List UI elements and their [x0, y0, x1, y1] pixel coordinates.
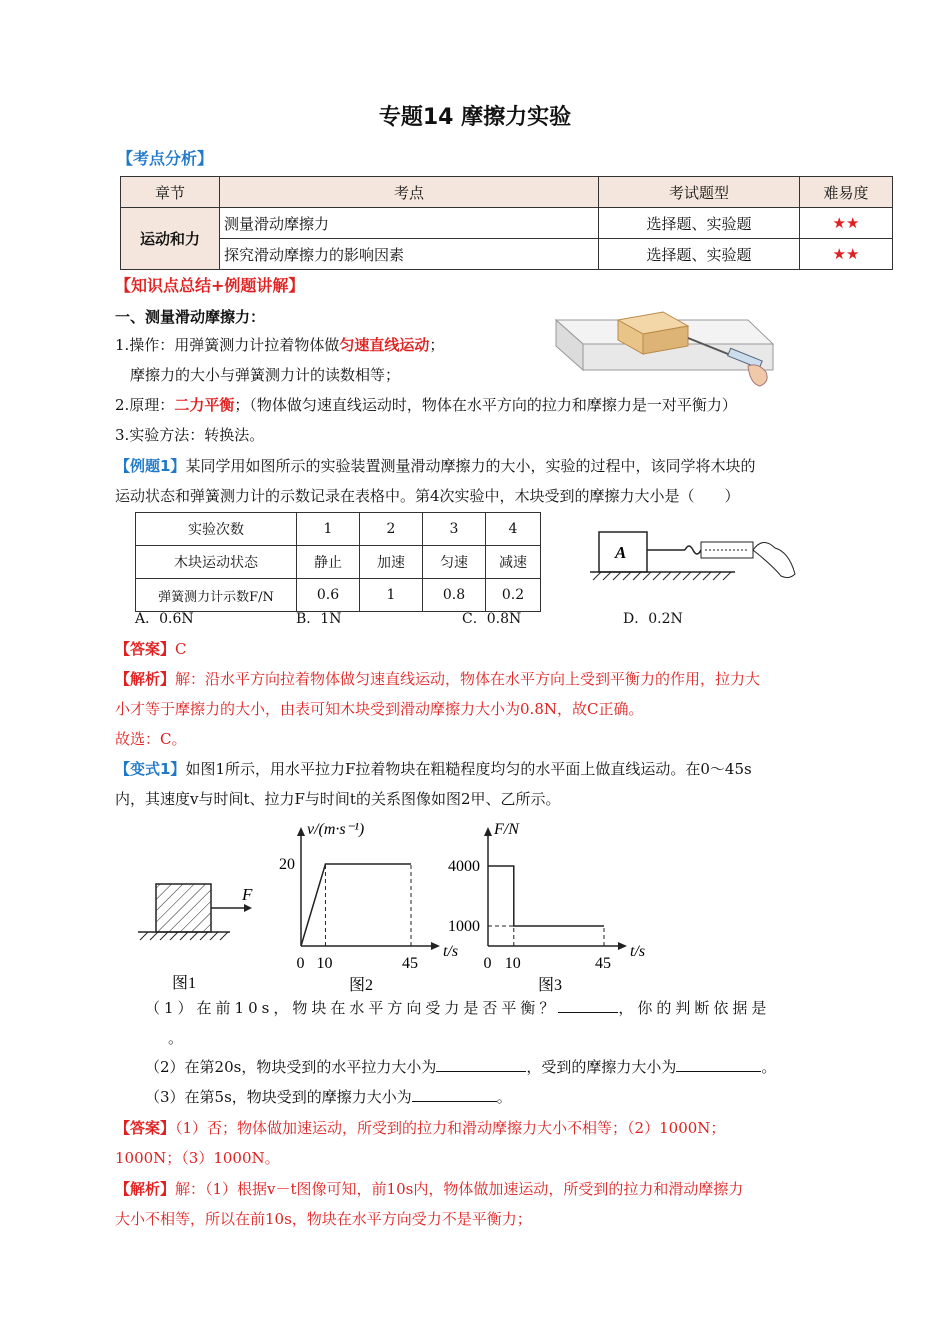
table-cell: 实验次数 — [136, 513, 297, 546]
figure1-label: 图1 — [172, 975, 197, 992]
example1-text: 某同学用如图所示的实验装置测量滑动摩擦力的大小，实验的过程中，该同学将木块的 — [185, 457, 756, 475]
example1-tag: 【例题1】 — [115, 457, 186, 475]
answer-blank[interactable] — [412, 1101, 497, 1102]
answer-blank[interactable] — [676, 1071, 761, 1072]
variant1-tag: 【变式1】 — [115, 760, 186, 778]
y-tick-label: 20 — [279, 856, 295, 873]
x-axis-arrow — [618, 942, 627, 950]
question3 — [145, 1085, 512, 1109]
example1-figure — [585, 520, 810, 590]
table-cell: 木块运动状态 — [136, 546, 297, 579]
example1-line1 — [115, 451, 845, 481]
question2-end: 。 — [761, 1058, 777, 1076]
table-cell: 匀速 — [423, 546, 486, 579]
variant1-answer-line2: 1000N；（3）1000N。 — [115, 1149, 280, 1167]
analysis-tag: 【解析】 — [115, 1180, 176, 1198]
answer-blank[interactable] — [436, 1071, 526, 1072]
section1-heading: 一、测量滑动摩擦力： — [115, 308, 266, 326]
chart-title: 图2 — [349, 977, 374, 994]
option-b: B．1N — [296, 611, 342, 627]
option-c: C．0.8N — [462, 611, 522, 627]
chart-title: 图3 — [538, 977, 563, 994]
figure2-vt-chart — [265, 815, 459, 994]
analysis-text: 解：（1）根据v－t图像可知，前10s内，物体做加速运动，所受到的拉力和滑动摩擦力 — [175, 1180, 744, 1198]
y-axis-arrow — [297, 827, 305, 836]
table-cell: 2 — [360, 513, 423, 546]
table-cell: 静止 — [297, 546, 360, 579]
section1-operation-line2: 摩擦力的大小与弹簧测力计的读数相等； — [130, 366, 401, 384]
table-cell-point: 测量滑动摩擦力 — [220, 208, 599, 239]
table-cell: 4 — [486, 513, 541, 546]
example1-answer — [115, 634, 845, 664]
question2-text: （2）在第20s，物块受到的水平拉力大小为 — [145, 1058, 437, 1076]
x-tick-label: 10 — [316, 955, 333, 972]
question3-text: （3）在第5s，物块受到的摩擦力大小为 — [145, 1088, 412, 1106]
table-cell: 加速 — [360, 546, 423, 579]
question3-end: 。 — [496, 1088, 512, 1106]
block-label: A — [615, 543, 627, 562]
y-tick-label: 1000 — [448, 918, 480, 935]
answer-text: （1）否；物体做加速运动，所受到的拉力和滑动摩擦力大小不相等；（2）1000N； — [175, 1119, 726, 1137]
table-header: 章节 — [121, 177, 220, 208]
example1-table — [135, 512, 541, 612]
operation-highlight: 匀速直线运动 — [339, 336, 430, 354]
variant1-line2: 内，其速度v与时间t、拉力F与时间t的关系图像如图2甲、乙所示。 — [115, 790, 561, 808]
x-tick-label: 45 — [595, 955, 611, 972]
section1-method: 3.实验方法：转换法。 — [115, 426, 265, 444]
table-cell: 0.8 — [423, 579, 486, 612]
table-cell: 0.2 — [486, 579, 541, 612]
x-tick-label: 0 — [483, 955, 492, 972]
table-cell: 0.6 — [297, 579, 360, 612]
table-cell-type: 选择题、实验题 — [599, 239, 800, 270]
table-cell: 弹簧测力计示数F/N — [136, 579, 297, 612]
variant1-line1 — [115, 754, 845, 784]
summary-heading: 【知识点总结+例题讲解】 — [115, 276, 305, 295]
option-a: A．0.6N — [135, 611, 194, 627]
figure3-ft-chart — [440, 815, 660, 994]
table-cell-difficulty: ★★ — [800, 208, 893, 239]
y-tick-label: 4000 — [448, 858, 480, 875]
force-label: F — [242, 885, 253, 904]
operation-text: 1.操作：用弹簧测力计拉着物体做 — [115, 336, 340, 354]
question1-mid: ，你的判断依据是 — [618, 999, 771, 1017]
table-header: 考点 — [220, 177, 599, 208]
operation-suffix: ； — [429, 336, 445, 354]
analysis-text: 解：沿水平方向拉着物体做匀速直线运动，物体在水平方向上受到平衡力的作用，拉力大 — [175, 670, 761, 688]
question1-end — [168, 1026, 183, 1050]
table-cell: 1 — [360, 579, 423, 612]
figure1 — [132, 878, 262, 992]
y-axis-arrow — [484, 827, 492, 836]
page-title: 专题14 摩擦力实验 — [378, 105, 572, 130]
table-header: 考试题型 — [599, 177, 800, 208]
analysis-heading: 【考点分析】 — [117, 149, 214, 168]
example1-choose: 故选：C。 — [115, 730, 187, 748]
option-d: D．0.2N — [623, 611, 683, 627]
series-line — [488, 866, 604, 926]
table-chapter: 运动和力 — [121, 208, 220, 270]
variant1-analysis-line1 — [115, 1174, 845, 1204]
y-axis-label: v/(m·s⁻¹) — [307, 821, 365, 838]
example1-analysis-line2: 小才等于摩擦力的大小，由表可知木块受到滑动摩擦力大小为0.8N，故C正确。 — [115, 700, 644, 718]
table-cell: 3 — [423, 513, 486, 546]
variant1-answer-line1 — [115, 1113, 845, 1143]
variant1-analysis-line2: 大小不相等，所以在前10s，物块在水平方向受力不是平衡力； — [115, 1210, 532, 1228]
x-tick-label: 45 — [402, 955, 418, 972]
table-cell-difficulty: ★★ — [800, 239, 893, 270]
key-points-table — [120, 176, 893, 270]
x-axis-label: t/s — [630, 943, 646, 960]
analysis-tag: 【解析】 — [115, 670, 176, 688]
variant1-text: 如图1所示，用水平拉力F拉着物块在粗糙程度均匀的水平面上做直线运动。在0～45s — [185, 760, 752, 778]
x-axis-arrow — [431, 942, 440, 950]
table-cell-point: 探究滑动摩擦力的影响因素 — [220, 239, 599, 270]
principle-suffix: ；（物体做匀速直线运动时，物体在水平方向的拉力和摩擦力是一对平衡力） — [234, 396, 737, 414]
example1-line2: 运动状态和弹簧测力计的示数记录在表格中。第4次实验中，木块受到的摩擦力大小是（ ） — [115, 487, 740, 505]
answer-blank[interactable] — [558, 1012, 618, 1013]
x-tick-label: 10 — [504, 955, 521, 972]
question1-end-text: 。 — [168, 1029, 184, 1047]
answer-text: C — [175, 640, 187, 658]
apparatus-illustration — [548, 300, 778, 392]
y-axis-label: F/N — [494, 821, 519, 838]
series-line — [301, 864, 411, 946]
section1-principle — [115, 390, 845, 420]
example1-analysis-line1 — [115, 664, 845, 694]
question2-mid: ，受到的摩擦力大小为 — [526, 1058, 677, 1076]
table-cell-type: 选择题、实验题 — [599, 208, 800, 239]
table-cell: 1 — [297, 513, 360, 546]
table-cell: 减速 — [486, 546, 541, 579]
x-axis-label: t/s — [443, 943, 459, 960]
question1-text: （1）在前10s，物块在水平方向受力是否平衡？ — [145, 999, 559, 1017]
answer-tag: 【答案】 — [115, 1119, 176, 1137]
question1 — [145, 996, 845, 1020]
principle-text: 2.原理： — [115, 396, 175, 414]
principle-highlight: 二力平衡 — [174, 396, 235, 414]
question2 — [145, 1055, 776, 1079]
x-tick-label: 0 — [296, 955, 305, 972]
answer-tag: 【答案】 — [115, 640, 176, 658]
table-header: 难易度 — [800, 177, 893, 208]
